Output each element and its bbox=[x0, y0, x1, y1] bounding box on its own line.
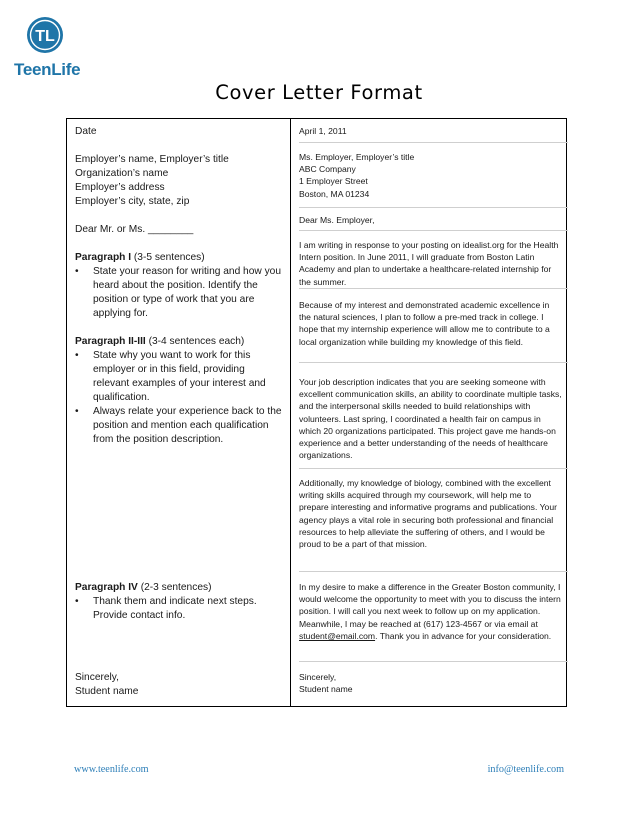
letter-paragraph-3b: Additionally, my knowledge of biology, combined with the excellent writing skills acquired through my coursework, will help me to prepare interesting and informative programs and publications. Your agency plays a vital role in securing both professional and financial resources to help alleviate the suffering of others, and I would be proud to be a part of that mission. bbox=[299, 478, 557, 550]
right-salutation-block bbox=[299, 214, 562, 226]
salutation: Dear Mr. or Ms. ________ bbox=[75, 224, 194, 235]
format-table bbox=[66, 118, 567, 707]
brand-name: TeenLife bbox=[14, 60, 81, 79]
date-label: Date bbox=[75, 126, 97, 137]
list-item: • State why you want to work for this employer or in this field, providing relevant examples of your interest and qualification. bbox=[75, 350, 266, 403]
letter-paragraph-4: In my desire to make a difference in the Greater Boston community, I would welcome the opportunity to meet with you to discuss the intern position. I will call you next week to follow up on my application. Meanwhile, I may be reached at (617) 123-4567 or via email at student@email.com. Thank you in advance for your consideration. bbox=[299, 582, 561, 641]
list-item: • Always relate your experience back to the position and mention each qualification from the position description. bbox=[75, 406, 282, 445]
bullet-icon: • bbox=[75, 406, 79, 417]
left-salutation-block bbox=[75, 223, 283, 237]
email-link[interactable]: student@email.com bbox=[299, 630, 376, 641]
right-employer-block bbox=[299, 151, 562, 200]
paragraph-4-block bbox=[75, 581, 283, 623]
footer-website-link[interactable]: www.teenlife.com bbox=[74, 764, 149, 775]
page-title: Cover Letter Format bbox=[215, 81, 423, 104]
employer-line: Boston, MA 01234 bbox=[299, 188, 370, 199]
section-divider bbox=[299, 288, 568, 289]
signature-line: Student name bbox=[299, 684, 353, 695]
salutation: Dear Ms. Employer, bbox=[299, 215, 375, 225]
section-divider bbox=[299, 142, 568, 143]
section-divider bbox=[299, 207, 568, 208]
left-date-block bbox=[75, 125, 283, 139]
bullet-icon: • bbox=[75, 350, 79, 361]
right-closing-block bbox=[299, 671, 562, 695]
left-closing-block bbox=[75, 671, 283, 699]
list-item: • Thank them and indicate next steps. Provide contact info. bbox=[75, 596, 257, 621]
section-divider bbox=[299, 571, 568, 572]
left-employer-block bbox=[75, 153, 283, 209]
paragraph-count: (2-3 sentences) bbox=[137, 582, 212, 593]
paragraph-count: (3-4 sentences each) bbox=[145, 336, 245, 347]
letter-paragraph-3: Your job description indicates that you are seeking someone with excellent communication skills, an ability to coordinate multiple tasks, and the interpersonal skills needed to build relationships with volunteers. Last spring, I coordinated a health fair on campus in which 20 organizations participated. This project gave me hands-on experience and a better understanding of the needs of healthcare organizations. bbox=[299, 377, 562, 461]
monogram-text: TL bbox=[35, 28, 55, 45]
column-divider bbox=[290, 119, 291, 706]
paragraph-2-block bbox=[75, 335, 283, 447]
letter-paragraph-2: Because of my interest and demonstrated academic excellence in the natural sciences, I plan to follow a pre-med track in college. I hope that my internship experience will allow me to contribute to a local organization while building my knowledge of this field. bbox=[299, 300, 550, 347]
paragraph-heading: Paragraph II-III bbox=[75, 336, 146, 347]
footer-email-link[interactable]: info@teenlife.com bbox=[487, 764, 564, 775]
letter-paragraph-1: I am writing in response to your posting on idealist.org for the Health Intern position. In June 2011, I will graduate from Boston Latin Academy and plan to undertake a healthcare-related internship for the summer. bbox=[299, 240, 559, 287]
employer-line: Employer’s city, state, zip bbox=[75, 196, 190, 207]
bullet-icon: • bbox=[75, 596, 79, 607]
bullet-icon: • bbox=[75, 266, 79, 277]
employer-line: ABC Company bbox=[299, 164, 356, 175]
employer-line: Organization’s name bbox=[75, 168, 169, 179]
right-date-block bbox=[299, 125, 562, 137]
employer-line: Ms. Employer, Employer’s title bbox=[299, 152, 415, 162]
section-divider bbox=[299, 230, 568, 231]
employer-line: Employer’s name, Employer’s title bbox=[75, 154, 229, 165]
section-divider bbox=[299, 661, 568, 662]
employer-line: 1 Employer Street bbox=[299, 176, 368, 187]
employer-line: Employer’s address bbox=[75, 182, 165, 193]
section-divider bbox=[299, 468, 568, 469]
teenlife-monogram-icon bbox=[26, 16, 64, 54]
section-divider bbox=[299, 362, 568, 363]
list-item: • State your reason for writing and how you heard about the position. Identify the position or type of work that you are applying for. bbox=[75, 266, 282, 319]
closing-line: Sincerely, bbox=[75, 672, 119, 683]
paragraph-heading: Paragraph I bbox=[75, 252, 132, 263]
teenlife-logo bbox=[14, 16, 81, 86]
signature-line: Student name bbox=[75, 686, 139, 697]
paragraph-heading: Paragraph IV bbox=[75, 582, 138, 593]
paragraph-1-block bbox=[75, 251, 283, 321]
letter-date: April 1, 2011 bbox=[299, 126, 347, 136]
closing-line: Sincerely, bbox=[299, 672, 337, 682]
paragraph-count: (3-5 sentences) bbox=[131, 252, 205, 263]
